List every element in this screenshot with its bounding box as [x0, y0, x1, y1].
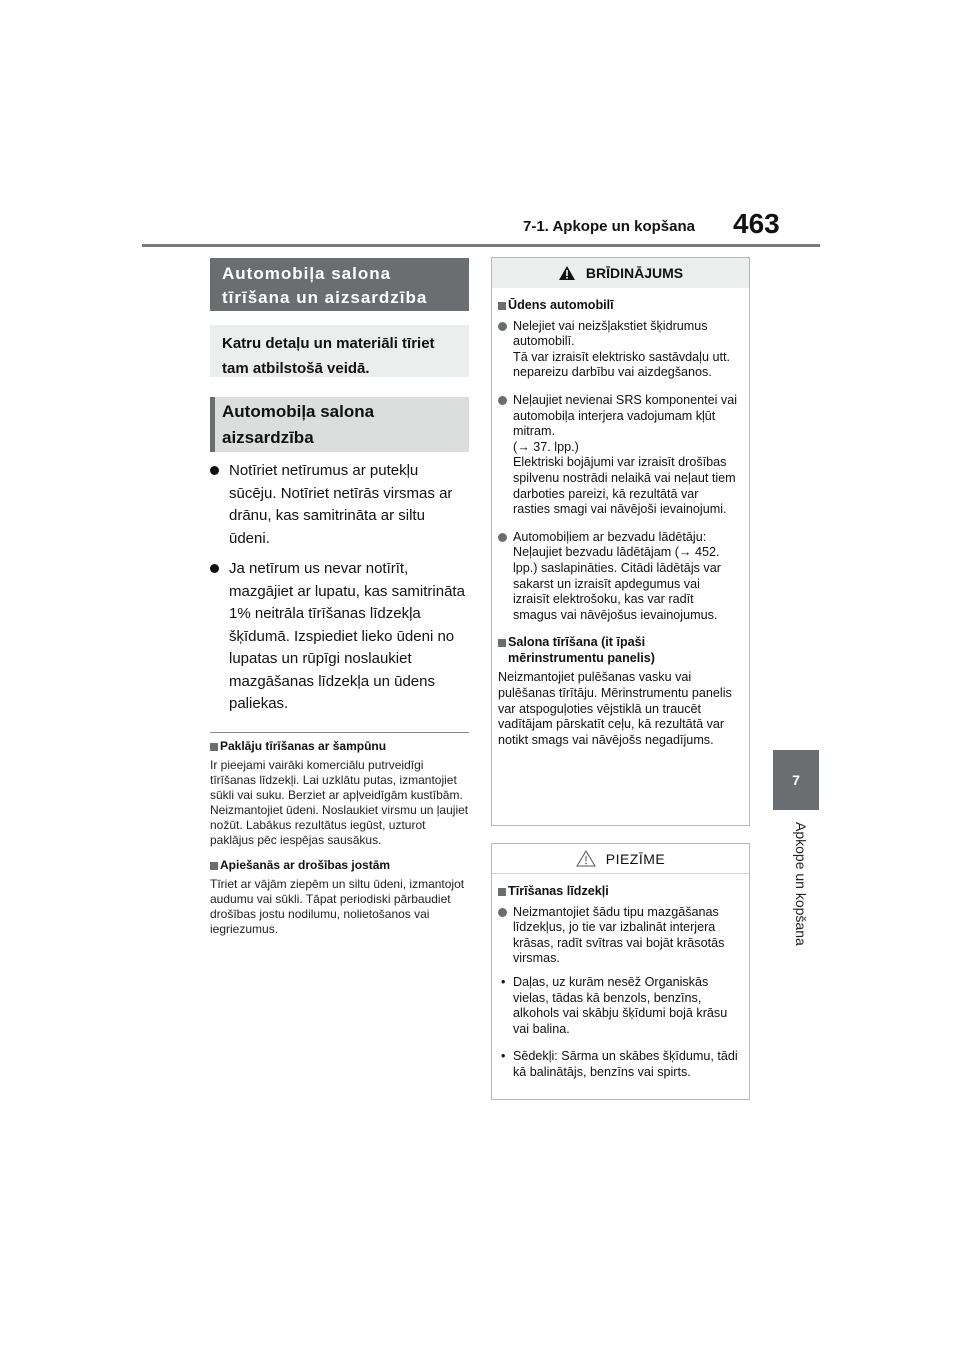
belts-text: Tīriet ar vājām ziepēm un siltu ūdeni, izmantojot audumu vai sūkli. Tāpat periodiski pārbaudiet drošības jostu nodilumu, nolietošanos vai iegriezumus.	[210, 876, 465, 936]
header-divider	[142, 244, 820, 247]
chapter-label: Apkope un kopšana	[793, 822, 809, 946]
note-title: PIEZĪME	[492, 844, 749, 874]
square-bullet-icon	[498, 639, 506, 647]
carpet-text: Ir pieejami vairāki komerciālu putrveidīgi tīrīšanas līdzekļi. Lai uzklātu putas, izmantojiet sūkli vai suku. Berziet ar apļveidīgām kustībām. Neizmantojiet ūdeni. Noslaukiet virsmu un ļaujiet nožūt. Labākus rezultātus iegūst, uzturot paklājus pēc iespējas sausākus.	[210, 757, 469, 847]
list-item: • Daļas, uz kurām nesēž Organiskās vielas, tādas kā benzols, benzīns, alkohols vai skābju šķīdumi bojā krāsu vai balina.	[501, 974, 728, 1036]
bullet-list	[210, 460, 469, 716]
chapter-tab[interactable]	[773, 750, 819, 810]
page-number: 463	[733, 208, 780, 239]
caution-icon	[576, 850, 596, 867]
section-divider	[210, 732, 469, 733]
bullet-icon	[498, 322, 507, 331]
list-item: Nelejiet vai neizšļakstiet šķidrumus automobilī. Tā var izraisīt elektrisko sastāvdaļu utt. nepareizu darbību vai aizdegšanos.	[498, 319, 739, 381]
chapter-number: 7	[792, 772, 800, 788]
water-heading: Ūdens automobilī	[498, 298, 739, 314]
square-bullet-icon	[210, 743, 218, 751]
list-item: • Sēdekļi: Sārma un skābes šķīdumu, tādi kā balinātājs, benzīns vai spirts.	[501, 1049, 738, 1079]
subheading: Automobiļa salona aizsardzība	[210, 397, 469, 452]
list-item: Ja netīrum us nevar notīrīt, mazgājiet ar lupatu, kas samitrināta 1% neitrāla tīrīšanas līdzekļa šķīdumā. Izspiediet lieko ūdeni no lupatas un rūpīgi noslaukiet mazgāšanas līdzekļa un ūdens paliekas.	[210, 558, 469, 716]
list-item: Notīriet netīrumus ar putekļu sūcēju. Notīriet netīrās virsmas ar drānu, kas samitrināta ar siltu ūdeni.	[210, 460, 469, 550]
bullet-icon: •	[501, 974, 506, 989]
warning-box	[491, 257, 750, 826]
warning-title: BRĪDINĀJUMS	[492, 258, 749, 288]
note-box	[491, 843, 750, 1100]
bullet-icon: •	[501, 1049, 506, 1064]
belts-heading: Apiešanās ar drošības jostām	[210, 858, 469, 873]
square-bullet-icon	[498, 888, 506, 896]
left-column	[210, 258, 469, 937]
section-title: 7-1. Apkope un kopšana	[523, 218, 695, 235]
list-item: Automobiļiem ar bezvadu lādētāju: Neļaujiet bezvadu lādētājam (→ 452. lpp.) saslapināties. Citādi lādētājs var sakarst un izraisīt apdegumus vai izraisīt elektrošoku, kas var radīt smagus vai nāvējošus ievainojumus.	[498, 530, 739, 624]
square-bullet-icon	[498, 302, 506, 310]
bullet-icon	[210, 564, 219, 573]
bullet-icon	[210, 466, 219, 475]
warning-icon	[558, 265, 576, 281]
main-heading: Automobiļa salona tīrīšana un aizsardzība	[210, 258, 469, 311]
intro-text: Katru detaļu un materiāli tīriet tam atbilstošā veidā.	[210, 325, 469, 377]
carpet-heading: Paklāju tīrīšanas ar šampūnu	[210, 739, 469, 754]
interior-text: Neizmantojiet pulēšanas vasku vai pulēšanas tīrītāju. Mērinstrumentu panelis var atspoguļoties vējstiklā un traucēt vadītājam pārskatīt ceļu, kā rezultātā var notikt smags vai nāvējošs negadījums.	[498, 670, 732, 747]
list-item: Neļaujiet nevienai SRS komponentei vai automobiļa interjera vadojumam kļūt mitram. (→ 37. lpp.) Elektriski bojājumi var izraisīt drošības spilvenu nostrādi nelaikā vai neļaut tiem darboties pareizi, kā rezultātā var rasties smagi vai nāvējoši ievainojumi.	[498, 393, 739, 518]
interior-heading: Salona tīrīšana (it īpaši mērinstrumentu panelis)	[498, 635, 739, 666]
bullet-icon	[498, 908, 507, 917]
bullet-icon	[498, 533, 507, 542]
list-item: Neizmantojiet šādu tipu mazgāšanas līdzekļus, jo tie var izbalināt interjera krāsas, radīt svītras vai bojāt krāsotās virsmas.	[498, 905, 739, 967]
cleaners-heading: Tīrīšanas līdzekļi	[498, 884, 739, 900]
square-bullet-icon	[210, 862, 218, 870]
bullet-icon	[498, 396, 507, 405]
